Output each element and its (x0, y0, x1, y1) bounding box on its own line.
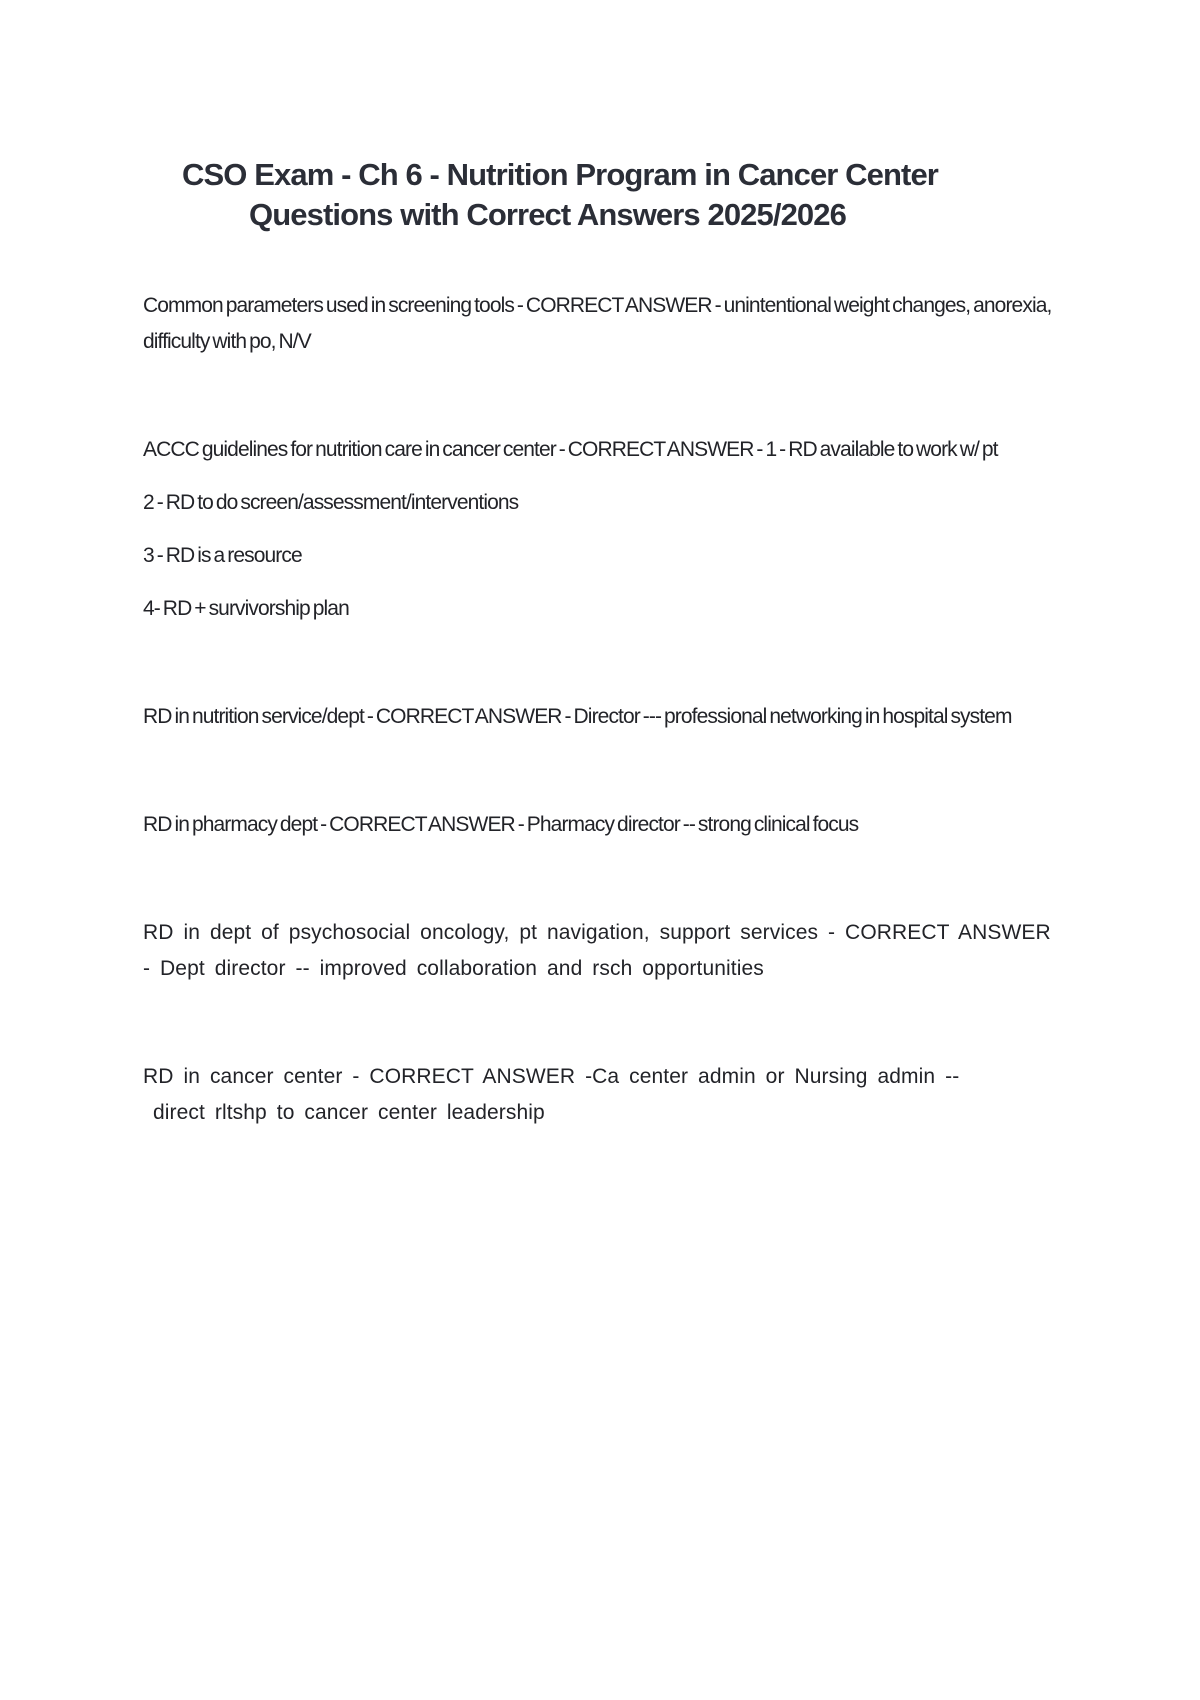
accc-step-3: 3 - RD is a resource (143, 544, 302, 567)
qa-item-cancer-center (143, 1059, 1063, 1131)
qa-list (143, 288, 1063, 1131)
qa-item-accc-question: ACCC guidelines for nutrition care in cancer center - CORRECT ANSWER - 1 - RD available to work w/ pt (143, 438, 998, 461)
qa-item-accc-guidelines (143, 432, 1063, 627)
qa-item-cancer-center-line-1: RD in cancer center - CORRECT ANSWER -Ca center admin or Nursing admin -- (143, 1065, 960, 1088)
qa-item-screening-parameters: Common parameters used in screening tools - CORRECT ANSWER - unintentional weight changes, anorexia, difficulty with po, N/V (143, 294, 1052, 353)
accc-steps-list (143, 485, 1063, 627)
title-line-2: Questions with Correct Answers 2025/2026 (249, 197, 846, 232)
title-line-1: CSO Exam - Ch 6 - Nutrition Program in Cancer Center (182, 157, 938, 192)
qa-item-psychosocial-oncology: RD in dept of psychosocial oncology, pt navigation, support services - CORRECT ANSWER - Dept director -- improved collaboration and rsch opportunities (143, 921, 1051, 980)
document-title (0, 155, 1200, 235)
qa-item-cancer-center-line-2: direct rltshp to cancer center leadership (153, 1101, 545, 1124)
qa-item-nutrition-service: RD in nutrition service/dept - CORRECT ANSWER - Director --- professional networking in hospital system (143, 705, 1012, 728)
qa-item-pharmacy-dept: RD in pharmacy dept - CORRECT ANSWER - Pharmacy director -- strong clinical focus (143, 813, 859, 836)
accc-step-4: 4- RD + survivorship plan (143, 597, 349, 620)
accc-step-2: 2 - RD to do screen/assessment/interventions (143, 491, 519, 514)
